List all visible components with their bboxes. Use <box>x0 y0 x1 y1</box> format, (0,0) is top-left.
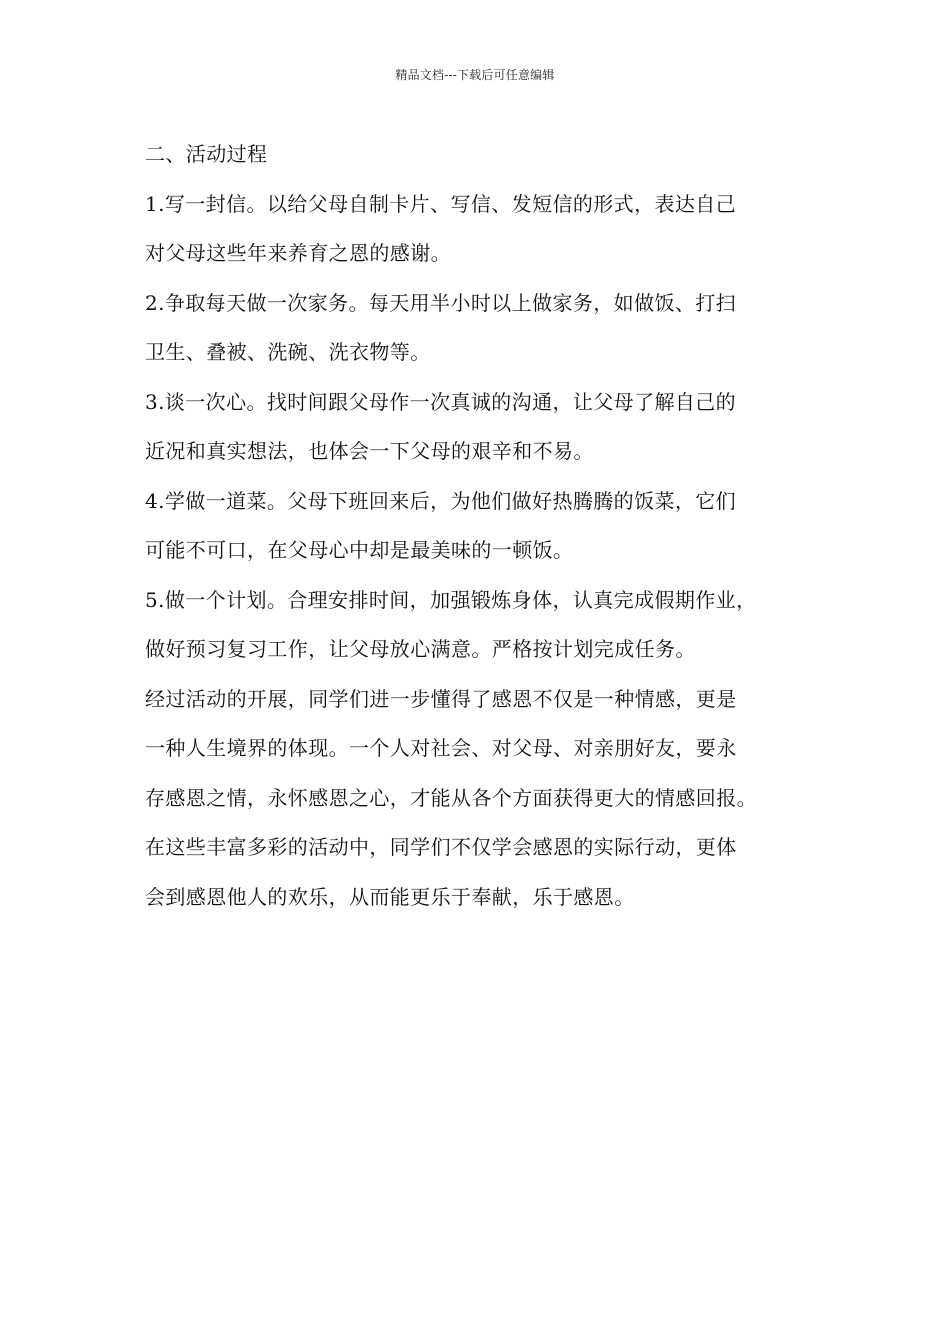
text-line: 可能不可口，在父母心中却是最美味的一顿饭。 <box>145 538 574 562</box>
text-line: 2.争取每天做一次家务。每天用半小时以上做家务，如做饭、打扫 <box>145 290 737 315</box>
text-line: 4.学做一道菜。父母下班回来后，为他们做好热腾腾的饭菜，它们 <box>145 488 737 513</box>
text-line: 做好预习复习工作，让父母放心满意。严格按计划完成任务。 <box>145 637 696 661</box>
text-line: 经过活动的开展，同学们进一步懂得了感恩不仅是一种情感，更是 <box>145 686 737 711</box>
text-line: 一种人生境界的体现。一个人对社会、对父母、对亲朋好友，要永 <box>145 736 737 760</box>
section-heading: 二、活动过程 <box>145 142 268 166</box>
text-line: 会到感恩他人的欢乐，从而能更乐于奉献，乐于感恩。 <box>145 884 635 909</box>
text-line: 1.写一封信。以给父母自制卡片、写信、发短信的形式，表达自己 <box>145 191 737 216</box>
text-line: 卫生、叠被、洗碗、洗衣物等。 <box>145 340 431 364</box>
text-line: 对父母这些年来养育之恩的感谢。 <box>145 241 451 265</box>
text-line: 近况和真实想法，也体会一下父母的艰辛和不易。 <box>145 439 594 463</box>
page-header: 精品文档---下载后可任意编辑 <box>395 68 555 82</box>
text-line: 3.谈一次心。找时间跟父母作一次真诚的沟通，让父母了解自己的 <box>145 389 737 414</box>
text-line: 在这些丰富多彩的活动中，同学们不仅学会感恩的实际行动，更体 <box>145 835 737 859</box>
text-line: 5.做一个计划。合理安排时间，加强锻炼身体，认真完成假期作业， <box>145 587 757 612</box>
text-line: 存感恩之情，永怀感恩之心，才能从各个方面获得更大的情感回报。 <box>145 785 757 810</box>
document-body <box>145 130 813 922</box>
